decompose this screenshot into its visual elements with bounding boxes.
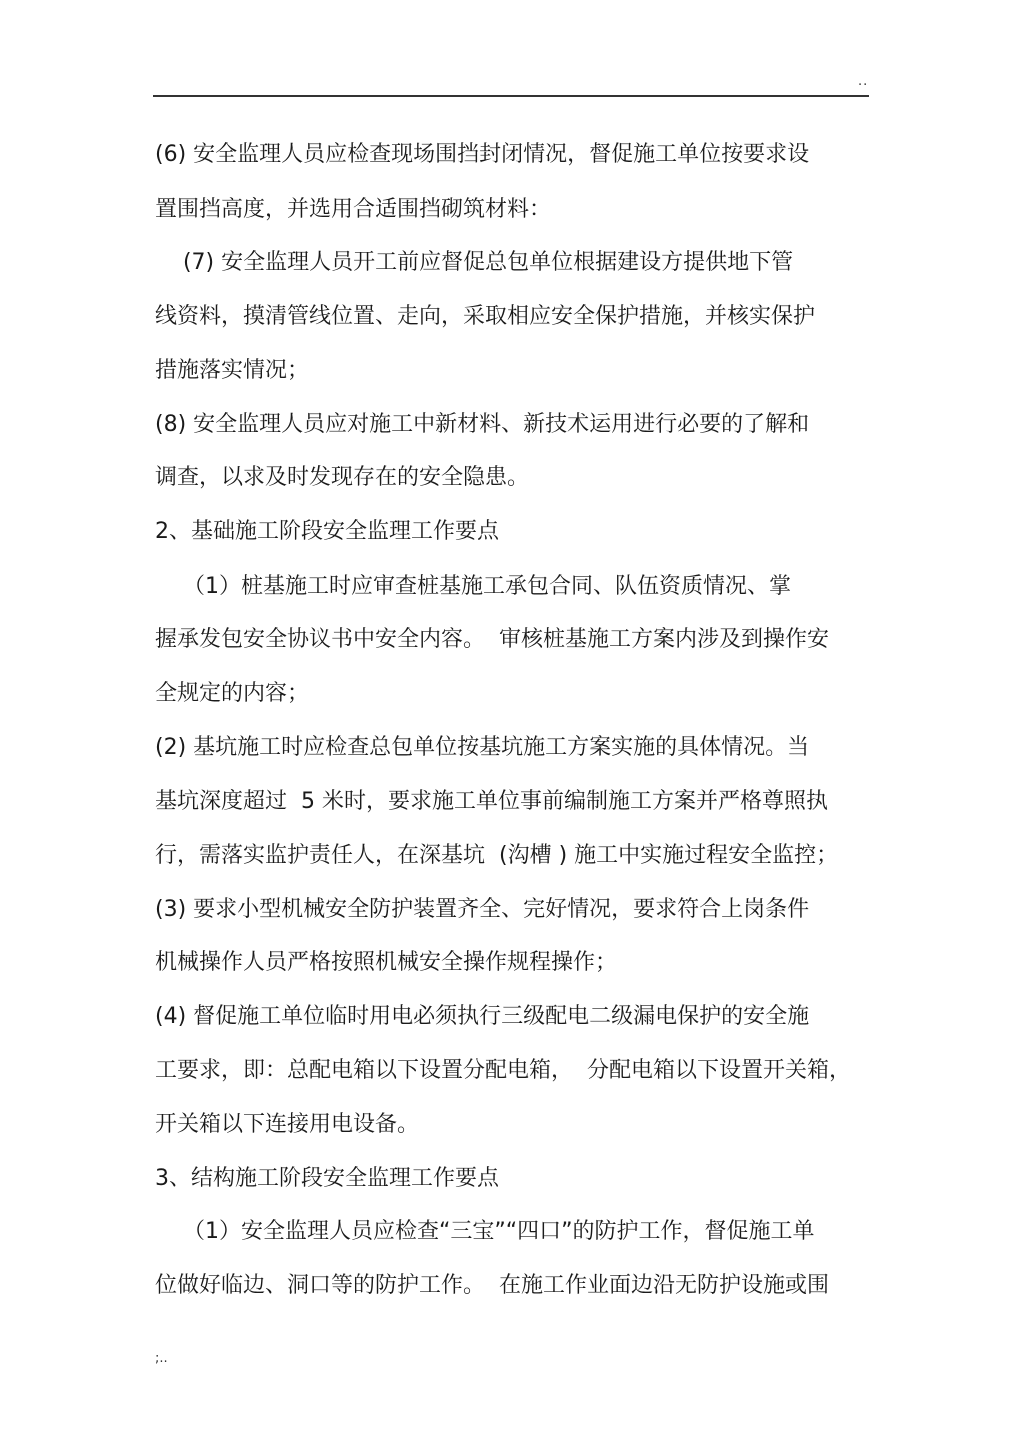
text-line: 全规定的内容； [155,681,310,706]
text-line: 线资料，摸清管线位置、走向，采取相应安全保护措施，并核实保护 [155,304,816,329]
footer-mark: ;.. [155,1351,168,1366]
text-line: 行，需落实监护责任人，在深基坑 (沟槽 ) 施工中实施过程安全监控； [155,843,839,868]
text-line: (3) 要求小型机械安全防护装置齐全、完好情况，要求符合上岗条件 [155,897,810,922]
text-line: 置围挡高度，并选用合适围挡砌筑材料： [155,197,552,222]
text-line: 基坑深度超过 5 米时，要求施工单位事前编制施工方案并严格尊照执 [155,789,828,814]
text-line: （1）安全监理人员应检查“三宝”“四口”的防护工作，督促施工单 [155,1219,815,1244]
section-heading: 3、结构施工阶段安全监理工作要点 [155,1166,499,1191]
text-line: (8) 安全监理人员应对施工中新材料、新技术运用进行必要的了解和 [155,412,810,437]
text-line: 机械操作人员严格按照机械安全操作规程操作； [155,950,618,975]
text-line: 位做好临边、洞口等的防护工作。 在施工作业面边沿无防护设施或围 [155,1273,829,1298]
text-line: 措施落实情况； [155,358,310,383]
text-line: (6) 安全监理人员应检查现场围挡封闭情况，督促施工单位按要求设 [155,142,810,167]
text-line: （1）桩基施工时应审查桩基施工承包合同、队伍资质情况、掌 [155,574,791,599]
text-line: (4) 督促施工单位临时用电必须执行三级配电二级漏电保护的安全施 [155,1004,810,1029]
section-heading: 2、基础施工阶段安全监理工作要点 [155,519,499,544]
text-line: 工要求，即：总配电箱以下设置分配电箱， 分配电箱以下设置开关箱， [155,1058,851,1083]
text-line: (7) 安全监理人员开工前应督促总包单位根据建设方提供地下管 [155,250,794,275]
text-line: 调查，以求及时发现存在的安全隐患。 [155,465,530,490]
text-line: 开关箱以下连接用电设备。 [155,1112,420,1137]
text-line: 握承发包安全协议书中安全内容。 审核桩基施工方案内涉及到操作安 [155,627,829,652]
header-mark: .. [858,74,869,89]
text-line: (2) 基坑施工时应检查总包单位按基坑施工方案实施的具体情况。当 [155,735,810,760]
header-rule [153,95,869,97]
